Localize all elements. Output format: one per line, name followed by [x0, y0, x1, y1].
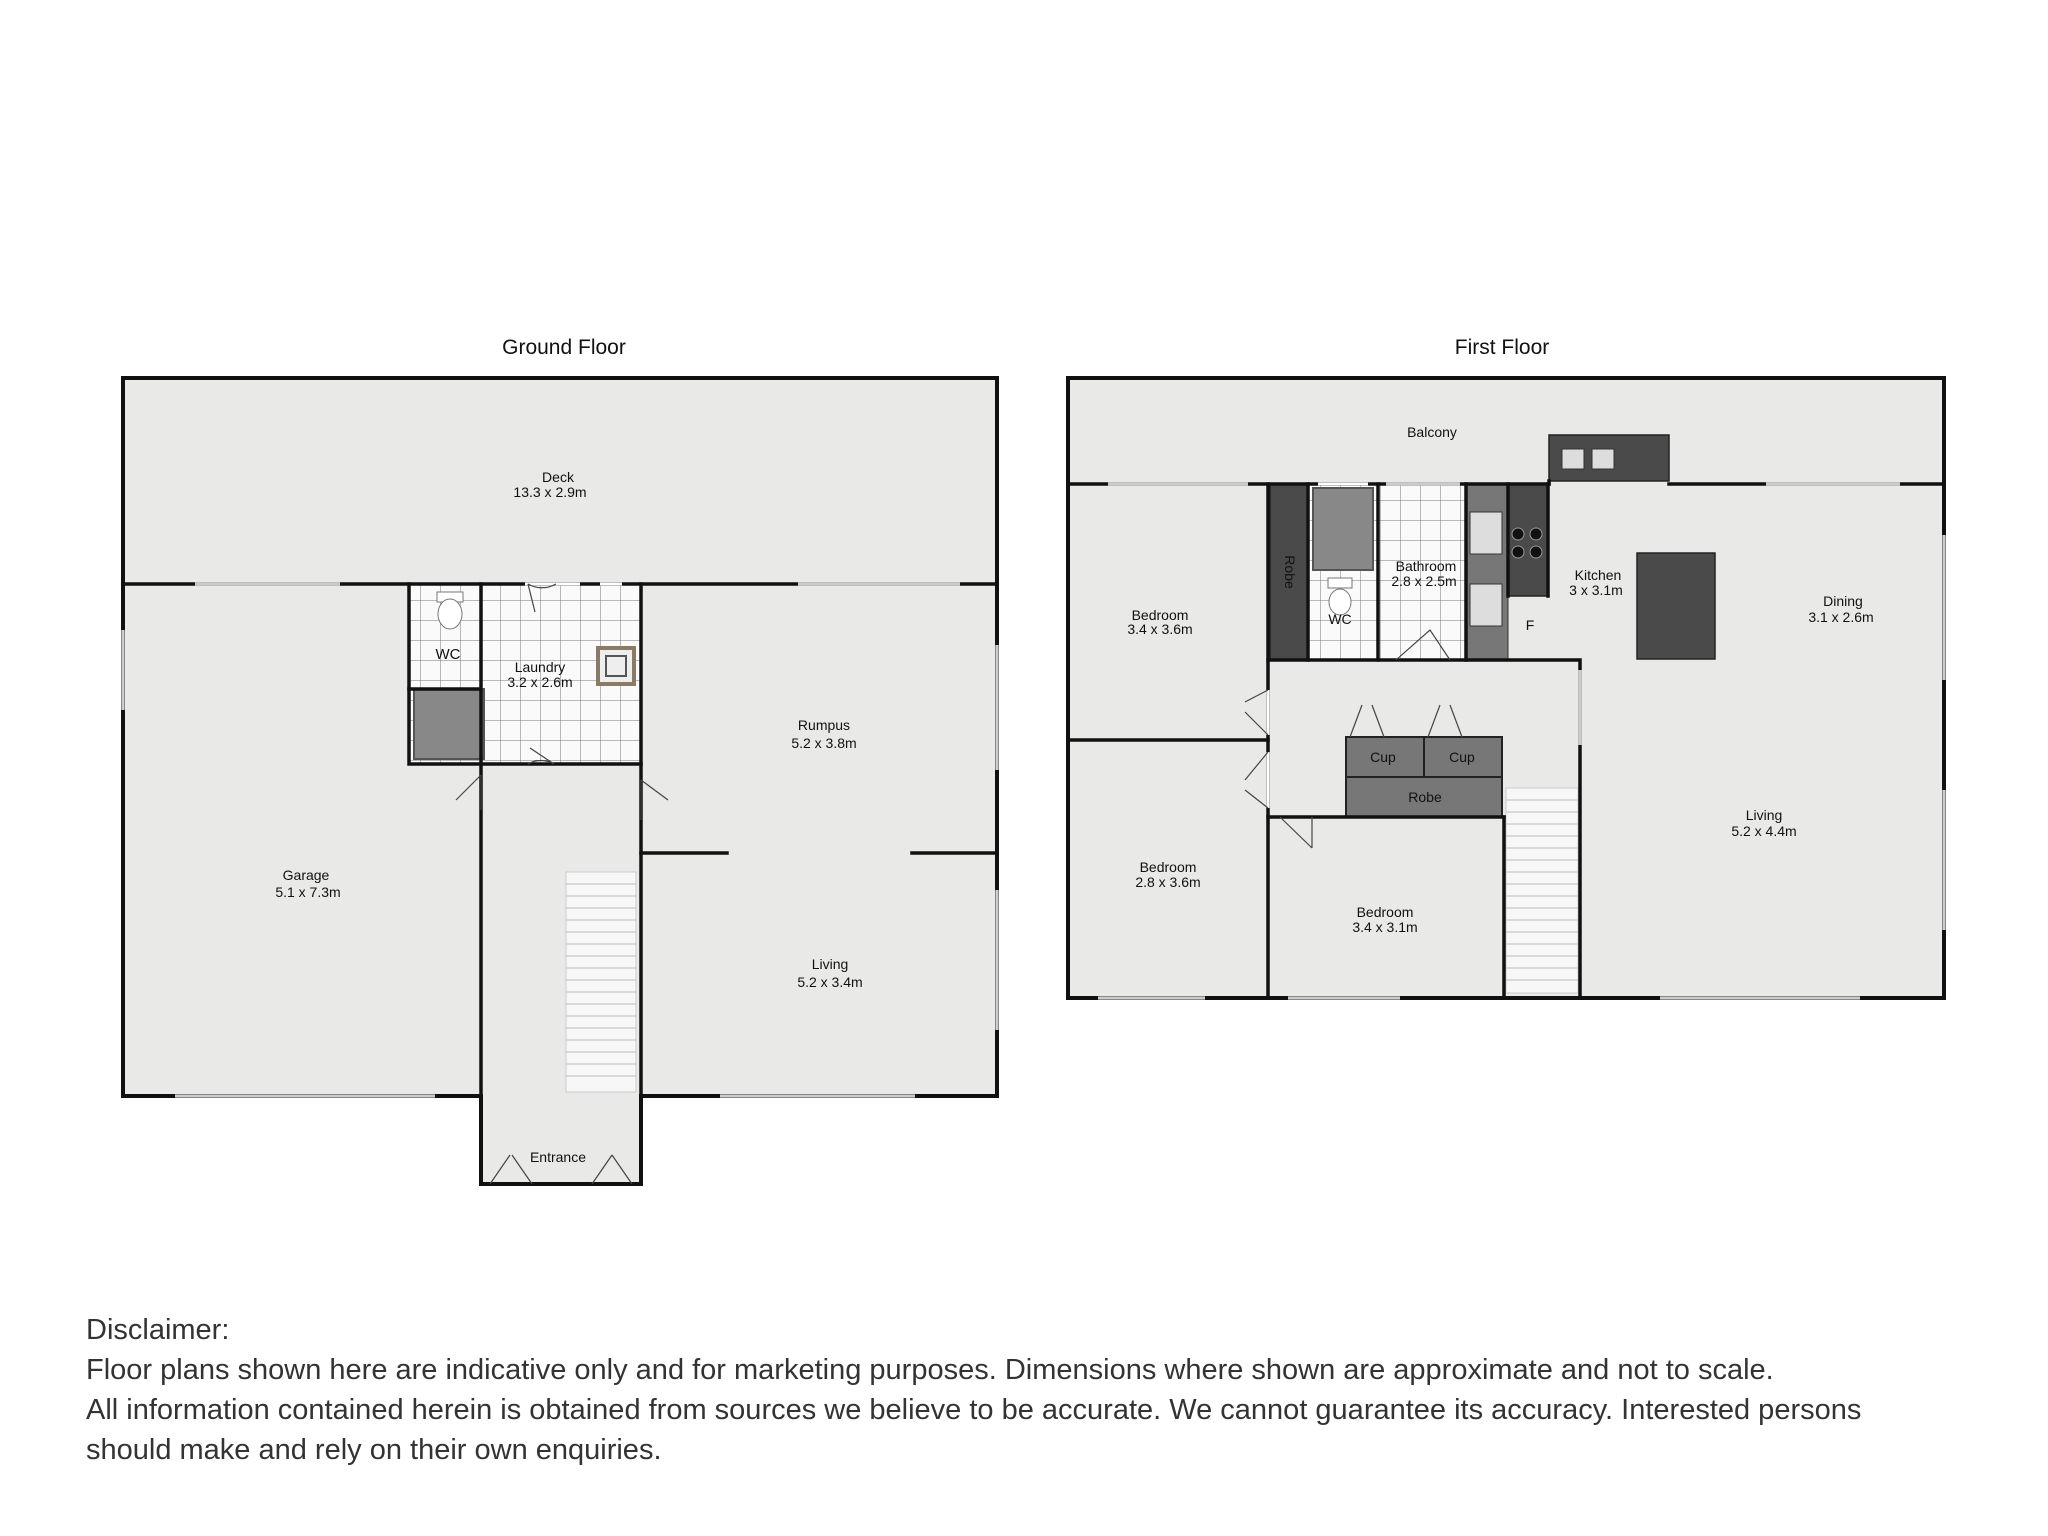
first-wc-label: WC [1328, 611, 1352, 627]
disclaimer-line-1: Floor plans shown here are indicative only and for marketing purposes. Dimensions where shown are approximate and not to scale. [86, 1354, 1774, 1386]
bathroom-label: Bathroom [1395, 558, 1457, 574]
garage-dims: 5.1 x 7.3m [275, 884, 341, 900]
first-living-dims: 5.2 x 4.4m [1731, 823, 1797, 839]
first-floor-plan [1068, 336, 1944, 998]
living-label: Living [811, 956, 849, 972]
disclaimer-heading: Disclaimer: [86, 1314, 230, 1346]
laundry-label: Laundry [514, 659, 566, 675]
kitchen-island [1637, 553, 1715, 659]
disclaimer-line-3: should make and rely on their own enquiries. [86, 1434, 662, 1466]
first-stairs [1506, 788, 1578, 993]
rumpus-label: Rumpus [797, 717, 851, 733]
laundry-tub [598, 648, 634, 684]
laundry-cupboard [414, 689, 484, 759]
ground-stairs [566, 872, 636, 1092]
balcony-sink [1549, 435, 1669, 481]
kitchen-dims: 3 x 3.1m [1569, 582, 1623, 598]
first-toilet [1328, 578, 1352, 615]
disclaimer [86, 1310, 1986, 1470]
dining-label: Dining [1823, 593, 1863, 609]
balcony-label: Balcony [1407, 424, 1457, 440]
wc-label: WC [435, 646, 461, 663]
cooktop [1508, 484, 1548, 596]
bathroom-dims: 2.8 x 2.5m [1391, 573, 1457, 589]
robe1-label: Robe [1282, 555, 1298, 589]
entrance-label: Entrance [529, 1149, 587, 1165]
bedroom1-label: Bedroom [1131, 607, 1189, 623]
shower [1313, 488, 1373, 570]
bedroom3-dims: 3.4 x 3.1m [1352, 919, 1418, 935]
kitchen-label: Kitchen [1574, 567, 1622, 583]
living-dims: 5.2 x 3.4m [797, 974, 863, 990]
bedroom2-label: Bedroom [1139, 859, 1197, 875]
first-floor-title: First Floor [1454, 336, 1550, 359]
bedroom1-dims: 3.4 x 3.6m [1127, 621, 1193, 637]
bedroom3-label: Bedroom [1356, 904, 1414, 920]
laundry-dims: 3.2 x 2.6m [507, 674, 573, 690]
ground-toilet [437, 592, 463, 629]
cup1-label: Cup [1370, 749, 1396, 765]
first-living-label: Living [1745, 807, 1783, 823]
fridge-label: F [1525, 617, 1535, 633]
rumpus-living-area [641, 584, 997, 1096]
rumpus-dims: 5.2 x 3.8m [791, 735, 857, 751]
deck-label: Deck [542, 469, 574, 485]
bathroom-vanity [1466, 484, 1508, 660]
robe2-label: Robe [1408, 789, 1442, 805]
deck-dims: 13.3 x 2.9m [513, 484, 587, 500]
cup2-label: Cup [1449, 749, 1475, 765]
ground-floor-plan [123, 336, 997, 1184]
garage-label: Garage [282, 867, 330, 883]
ground-floor-title: Ground Floor [502, 336, 626, 359]
bedroom2-dims: 2.8 x 3.6m [1135, 874, 1201, 890]
dining-dims: 3.1 x 2.6m [1808, 609, 1874, 625]
disclaimer-line-2: All information contained herein is obtained from sources we believe to be accurate. We cannot guarantee its accuracy. Interested persons [86, 1394, 1862, 1426]
